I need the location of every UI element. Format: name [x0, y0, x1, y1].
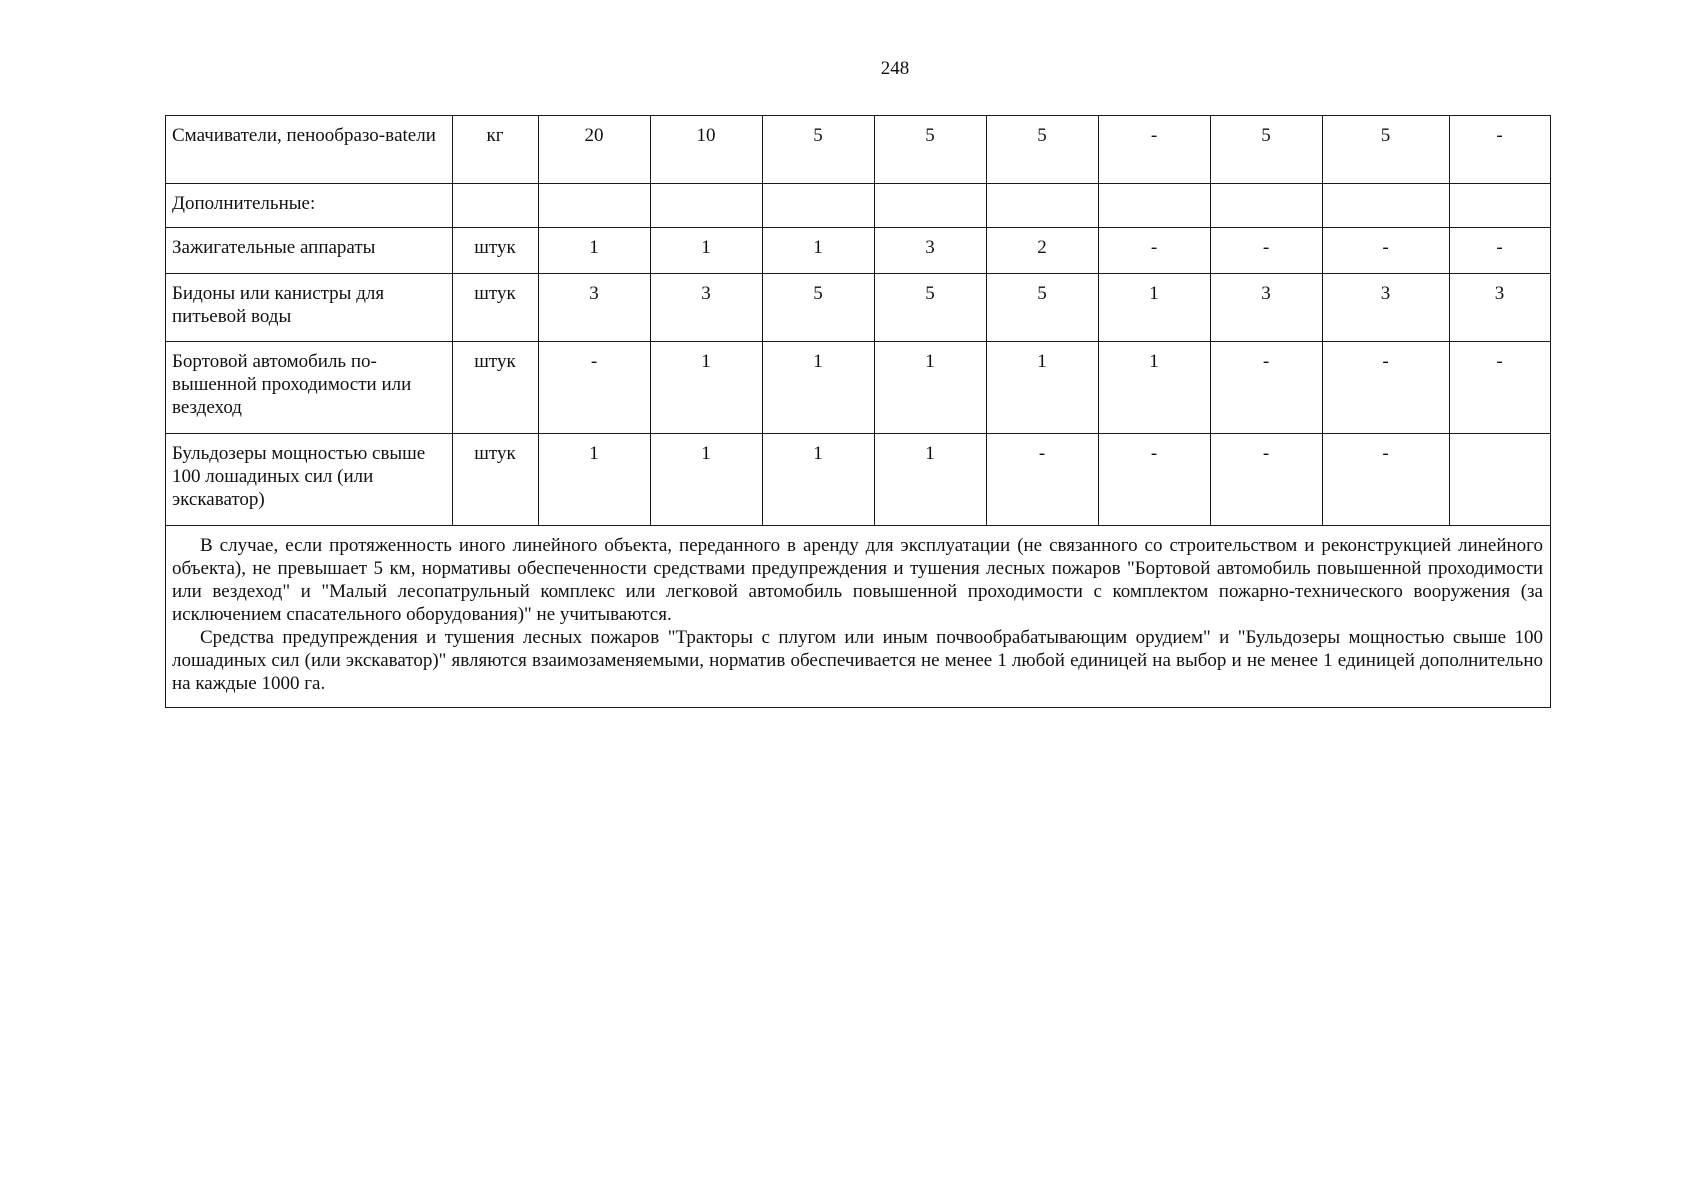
value-cell: 1	[763, 228, 875, 274]
value-cell: -	[1099, 116, 1211, 184]
value-cell: 3	[651, 274, 763, 342]
unit-cell: штук	[453, 228, 539, 274]
value-cell: -	[1323, 228, 1450, 274]
value-cell: 1	[875, 434, 987, 526]
table-row	[166, 434, 1551, 526]
value-cell: -	[1099, 434, 1211, 526]
value-cell: 1	[763, 342, 875, 434]
item-name-cell: Бортовой автомобиль по-вышенной проходимости или вездеход	[166, 342, 453, 434]
value-cell: 3	[1323, 274, 1450, 342]
value-cell: 3	[539, 274, 651, 342]
page-number: 248	[880, 58, 910, 79]
value-cell: 1	[651, 342, 763, 434]
norms-table	[165, 115, 1551, 708]
value-cell	[1450, 184, 1551, 228]
item-name-cell: Смачиватели, пенообразо-вatели	[166, 116, 453, 184]
note-paragraph: В случае, если протяженность иного линейного объекта, переданного в аренду для эксплуатации (не связанного со строительством и реконструкцией линейного объекта), не превышает 5 км, нормативы обеспеченности средствами предупреждения и тушения лесных пожаров "Бортовой автомобиль повышенной проходимости или вездеход" и "Малый лесопатрульный комплекс или легковой автомобиль повышенной проходимости с комплектом пожарно-технического вооружения (за исключением спасательного оборудования)" не учитываются.	[172, 535, 1543, 625]
value-cell: -	[1450, 116, 1551, 184]
unit-cell: штук	[453, 274, 539, 342]
table-row	[166, 228, 1551, 274]
value-cell: 5	[987, 116, 1099, 184]
value-cell: -	[1211, 342, 1323, 434]
value-cell: -	[539, 342, 651, 434]
value-cell: 3	[1211, 274, 1323, 342]
value-cell: -	[1211, 434, 1323, 526]
item-name-cell: Бульдозеры мощностью свыше 100 лошадиных сил (или экскаватор)	[166, 434, 453, 526]
value-cell: 5	[1211, 116, 1323, 184]
table-row	[166, 526, 1551, 708]
value-cell	[1323, 184, 1450, 228]
notes-cell	[166, 526, 1551, 708]
value-cell: -	[1099, 228, 1211, 274]
value-cell	[1211, 184, 1323, 228]
note-paragraph: Средства предупреждения и тушения лесных пожаров "Тракторы с плугом или иным почвообрабатывающим орудием" и "Бульдозеры мощностью свыше 100 лошадиных сил (или экскаватор)" являются взаимозаменяемыми, норматив обеспечивается не менее 1 любой единицей на выбор и не менее 1 единицей дополнительно на каждые 1000 га.	[172, 627, 1543, 694]
value-cell: 3	[875, 228, 987, 274]
value-cell: 3	[1450, 274, 1551, 342]
value-cell	[1450, 434, 1551, 526]
value-cell	[539, 184, 651, 228]
value-cell: 20	[539, 116, 651, 184]
value-cell: 1	[651, 434, 763, 526]
value-cell: 5	[875, 116, 987, 184]
value-cell	[763, 184, 875, 228]
value-cell: 5	[763, 274, 875, 342]
table-row	[166, 274, 1551, 342]
value-cell: 1	[875, 342, 987, 434]
value-cell: -	[987, 434, 1099, 526]
value-cell: 2	[987, 228, 1099, 274]
value-cell: -	[1450, 342, 1551, 434]
value-cell: 5	[875, 274, 987, 342]
value-cell: 1	[651, 228, 763, 274]
value-cell	[987, 184, 1099, 228]
item-name-cell: Дополнительные:	[166, 184, 453, 228]
value-cell: 1	[1099, 342, 1211, 434]
value-cell: 1	[987, 342, 1099, 434]
value-cell: -	[1450, 228, 1551, 274]
unit-cell: штук	[453, 434, 539, 526]
item-name-cell: Зажигательные аппараты	[166, 228, 453, 274]
value-cell: 1	[539, 434, 651, 526]
unit-cell	[453, 184, 539, 228]
value-cell	[875, 184, 987, 228]
item-name-cell: Бидоны или канистры для питьевой воды	[166, 274, 453, 342]
table-row	[166, 116, 1551, 184]
value-cell: 5	[763, 116, 875, 184]
value-cell: 1	[1099, 274, 1211, 342]
value-cell: -	[1323, 342, 1450, 434]
unit-cell: кг	[453, 116, 539, 184]
value-cell: -	[1211, 228, 1323, 274]
value-cell: 5	[987, 274, 1099, 342]
value-cell: 10	[651, 116, 763, 184]
table-row	[166, 184, 1551, 228]
value-cell: 1	[763, 434, 875, 526]
value-cell: 1	[539, 228, 651, 274]
value-cell: 5	[1323, 116, 1450, 184]
value-cell	[651, 184, 763, 228]
unit-cell: штук	[453, 342, 539, 434]
value-cell	[1099, 184, 1211, 228]
table-row	[166, 342, 1551, 434]
value-cell: -	[1323, 434, 1450, 526]
